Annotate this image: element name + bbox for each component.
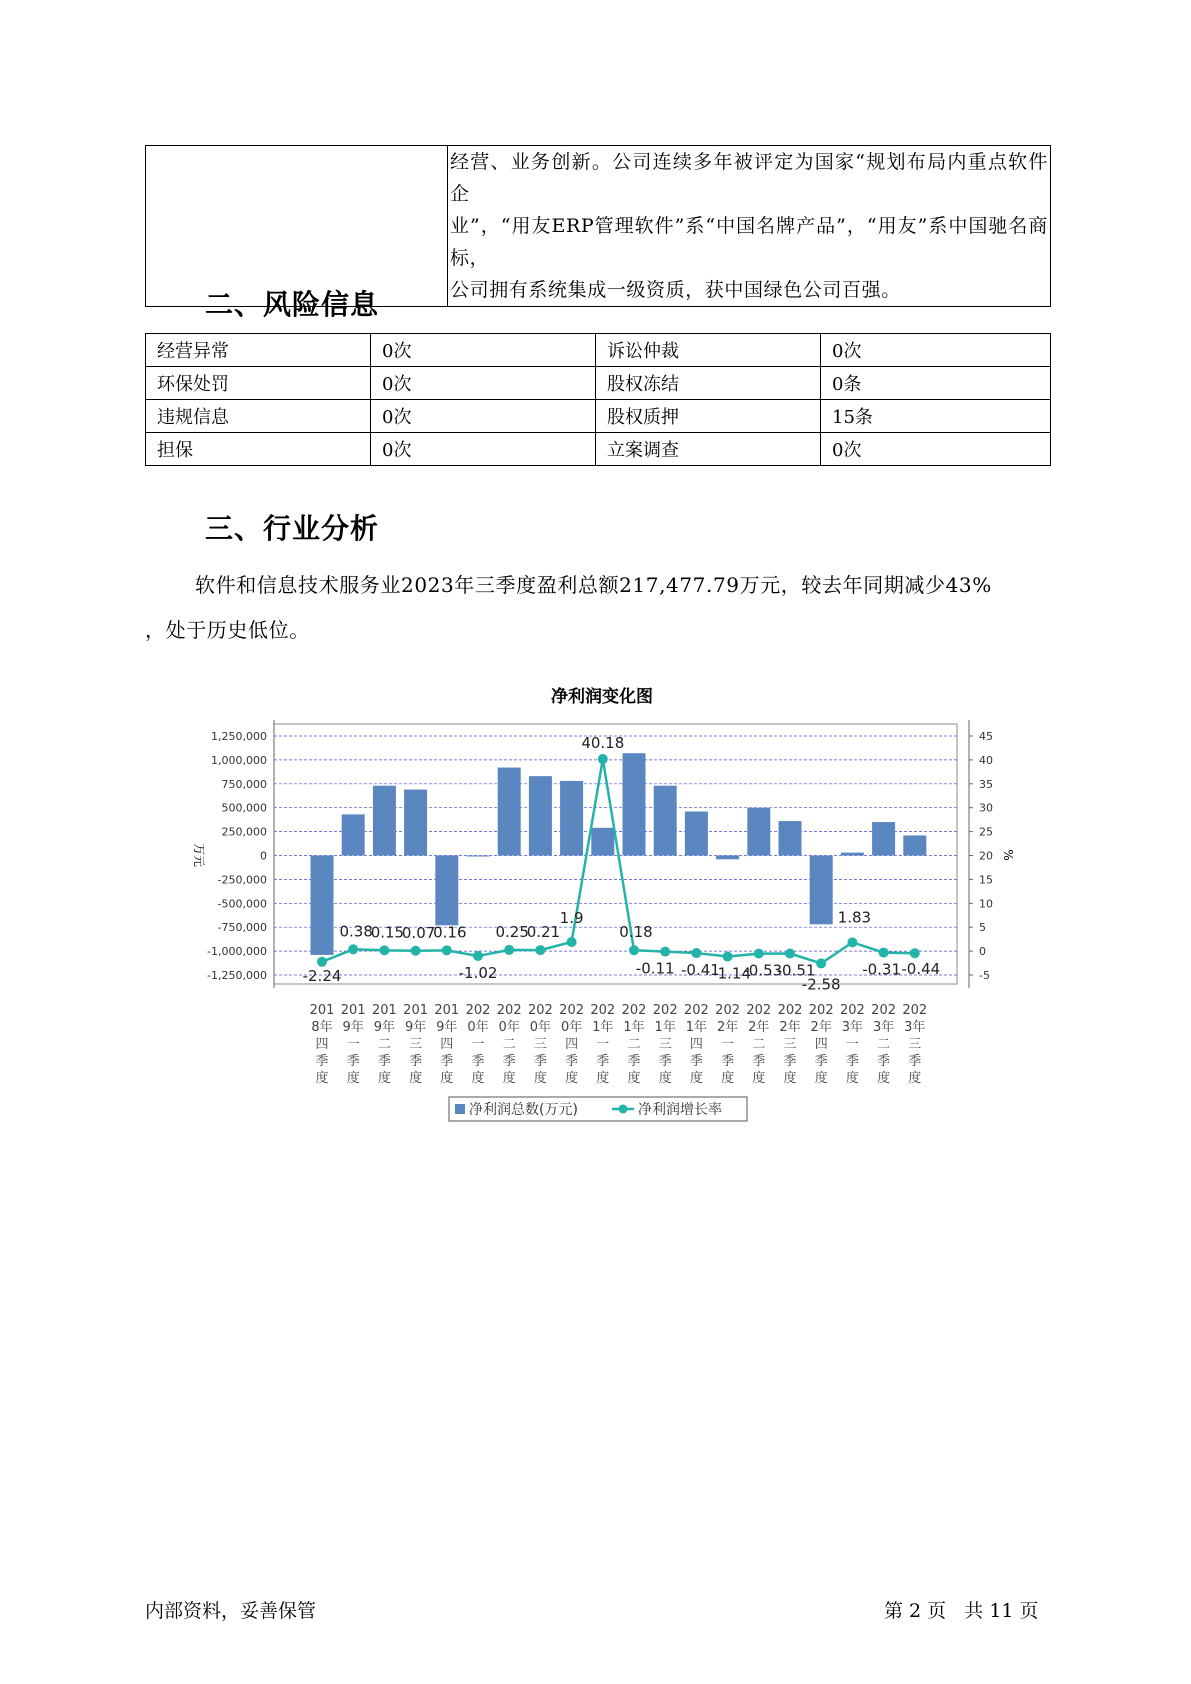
x-tick-label: 季: [565, 1054, 579, 1069]
x-tick-label: 四: [315, 1037, 329, 1052]
x-tick-label: 三: [908, 1037, 922, 1052]
growth-data-label: -2.24: [302, 966, 342, 985]
x-tick-label: 0年: [467, 1020, 489, 1035]
x-tick-label: 度: [502, 1071, 516, 1086]
bar: [716, 856, 739, 860]
x-tick-label: 3年: [841, 1020, 864, 1035]
bar: [467, 856, 490, 857]
growth-rate-point: [535, 945, 545, 955]
y-tick-label: -500,000: [217, 897, 267, 911]
growth-data-label: 1.9: [559, 909, 584, 928]
growth-data-label: -2.58: [801, 975, 841, 994]
x-tick-label: 2年: [810, 1020, 832, 1035]
x-tick-label: 三: [409, 1037, 423, 1052]
y-tick-label: 250,000: [221, 825, 267, 839]
x-tick-label: 2年: [716, 1020, 739, 1035]
y-tick-label: 1,000,000: [211, 753, 267, 767]
growth-data-label: -0.11: [635, 959, 675, 978]
risk-value: 15条: [821, 400, 1051, 433]
y-tick-label: 500,000: [221, 801, 267, 815]
x-tick-label: 季: [409, 1054, 423, 1069]
bar: [779, 821, 802, 855]
x-tick-label: 202: [559, 1003, 585, 1018]
growth-data-label: 0.25: [495, 922, 529, 941]
growth-rate-point: [910, 948, 920, 958]
growth-rate-point: [442, 945, 452, 955]
risk-heading: 二、风险信息: [205, 288, 380, 321]
y-tick-label: 1,250,000: [211, 730, 267, 743]
x-tick-label: 季: [845, 1054, 859, 1069]
growth-rate-point: [879, 948, 889, 958]
x-tick-label: 202: [621, 1003, 647, 1018]
footer-page-number: 第 2 页 共 11 页: [884, 1600, 1039, 1622]
y2-axis-label: %: [1001, 849, 1015, 861]
risk-label: 股权冻结: [596, 367, 821, 400]
x-tick-label: 季: [533, 1054, 547, 1069]
legend-bar-label: 净利润总数(万元): [469, 1102, 578, 1118]
y-tick-label: -750,000: [217, 921, 267, 935]
y2-tick-label: 20: [979, 849, 993, 863]
x-tick-label: 三: [658, 1037, 672, 1052]
risk-value: 0次: [371, 400, 596, 433]
x-tick-label: 1年: [654, 1020, 676, 1035]
growth-rate-point: [317, 957, 327, 967]
risk-value: 0条: [821, 367, 1051, 400]
growth-rate-point: [629, 945, 639, 955]
bar: [529, 776, 552, 855]
growth-data-label: 0.07: [401, 923, 436, 942]
x-tick-label: 二: [377, 1037, 391, 1052]
x-tick-label: 202: [683, 1003, 709, 1018]
x-tick-label: 二: [502, 1037, 516, 1052]
growth-rate-point: [754, 949, 764, 959]
risk-label: 担保: [146, 433, 371, 466]
x-tick-label: 201: [403, 1003, 429, 1018]
x-tick-label: 201: [340, 1003, 366, 1018]
x-tick-label: 四: [814, 1037, 828, 1052]
x-tick-label: 一: [471, 1037, 485, 1052]
y2-tick-label: 40: [979, 753, 993, 767]
x-tick-label: 202: [496, 1003, 522, 1018]
x-tick-label: 度: [346, 1071, 360, 1086]
y2-tick-label: 0: [979, 945, 986, 959]
y2-tick-label: 35: [979, 777, 993, 791]
x-tick-label: 季: [908, 1054, 922, 1069]
x-tick-label: 四: [565, 1037, 579, 1052]
growth-data-label: 0.18: [619, 923, 653, 942]
bar: [435, 856, 458, 926]
x-tick-label: 季: [752, 1054, 766, 1069]
risk-value: 0次: [821, 334, 1051, 367]
x-tick-label: 季: [377, 1054, 391, 1069]
risk-value: 0次: [821, 433, 1051, 466]
growth-data-label: -1.14: [712, 964, 752, 983]
bar: [623, 753, 646, 855]
growth-rate-point: [691, 948, 701, 958]
growth-data-label: 0.16: [433, 923, 467, 942]
y2-tick-label: 45: [979, 730, 993, 743]
y2-tick-label: 10: [979, 897, 993, 911]
x-tick-label: 9年: [342, 1020, 364, 1035]
growth-data-label: -0.51: [776, 961, 816, 980]
x-tick-label: 季: [627, 1054, 641, 1069]
growth-data-label: 40.18: [581, 734, 625, 753]
x-tick-label: 二: [627, 1037, 641, 1052]
bar: [311, 856, 334, 955]
bar: [685, 812, 708, 856]
x-tick-label: 2年: [779, 1020, 801, 1035]
x-tick-label: 季: [471, 1054, 485, 1069]
x-tick-label: 一: [346, 1037, 360, 1052]
x-tick-label: 季: [346, 1054, 360, 1069]
growth-data-label: 1.83: [837, 908, 872, 927]
x-tick-label: 季: [814, 1054, 828, 1069]
x-tick-label: 度: [845, 1071, 859, 1086]
business-text-line: 公司拥有系统集成一级资质，获中国绿色公司百强。: [450, 279, 901, 301]
x-tick-label: 度: [658, 1071, 672, 1086]
x-tick-label: 季: [315, 1054, 329, 1069]
risk-label: 立案调查: [596, 433, 821, 466]
x-tick-label: 季: [689, 1054, 703, 1069]
growth-rate-point: [567, 937, 577, 947]
growth-data-label: 0.21: [526, 923, 561, 942]
business-text-line: 经营、业务创新。公司连续多年被评定为国家“规划布局内重点软件企: [450, 151, 1048, 205]
x-tick-label: 0年: [498, 1020, 520, 1035]
risk-label: 违规信息: [146, 400, 371, 433]
risk-label: 环保处罚: [146, 367, 371, 400]
x-tick-label: 度: [721, 1071, 735, 1086]
x-tick-label: 三: [783, 1037, 797, 1052]
x-tick-label: 9年: [373, 1020, 396, 1035]
x-tick-label: 202: [777, 1003, 803, 1018]
x-tick-label: 度: [752, 1071, 766, 1086]
x-tick-label: 度: [689, 1071, 703, 1086]
x-tick-label: 季: [877, 1054, 891, 1069]
growth-rate-point: [816, 958, 826, 968]
x-tick-label: 季: [721, 1054, 735, 1069]
growth-data-label: -0.31: [862, 960, 902, 979]
legend-bar-swatch: [455, 1104, 465, 1114]
y2-tick-label: 30: [979, 801, 993, 815]
x-tick-label: 202: [839, 1003, 865, 1018]
growth-rate-point: [411, 946, 421, 956]
industry-heading: 三、行业分析: [205, 512, 380, 545]
y2-tick-label: 25: [979, 825, 993, 839]
growth-rate-point: [660, 947, 670, 957]
x-tick-label: 度: [409, 1071, 423, 1086]
x-tick-label: 度: [315, 1071, 329, 1086]
business-text-line: 业”，“用友ERP管理软件”系“中国名牌产品”，“用友”系中国驰名商标，: [450, 215, 1048, 269]
growth-data-label: 0.38: [339, 922, 373, 941]
x-tick-label: 二: [877, 1037, 891, 1052]
growth-data-label: -1.02: [458, 963, 498, 982]
bar: [903, 835, 926, 855]
x-tick-label: 1年: [685, 1020, 708, 1035]
x-tick-label: 9年: [404, 1020, 427, 1035]
growth-data-label: -0.44: [901, 960, 941, 979]
bar: [747, 808, 770, 856]
x-tick-label: 一: [721, 1037, 735, 1052]
x-tick-label: 季: [596, 1054, 610, 1069]
x-tick-label: 0年: [529, 1020, 552, 1035]
x-tick-label: 201: [309, 1003, 335, 1018]
x-tick-label: 季: [783, 1054, 797, 1069]
x-tick-label: 202: [871, 1003, 897, 1018]
risk-value: 0次: [371, 367, 596, 400]
chart-title: 净利润变化图: [551, 687, 653, 707]
x-tick-label: 201: [434, 1003, 460, 1018]
x-tick-label: 202: [652, 1003, 678, 1018]
x-tick-label: 202: [527, 1003, 553, 1018]
growth-rate-point: [723, 952, 733, 962]
industry-paragraph-line1: 软件和信息技术服务业2023年三季度盈利总额217,477.79万元，较去年同期减少43%: [195, 573, 992, 597]
x-tick-label: 季: [440, 1054, 454, 1069]
y2-tick-label: -5: [979, 969, 990, 982]
legend-line-marker: [619, 1105, 628, 1114]
bar: [872, 822, 895, 855]
x-tick-label: 三: [533, 1037, 547, 1052]
risk-value: 0次: [371, 334, 596, 367]
x-tick-label: 8年: [311, 1020, 333, 1035]
x-tick-label: 202: [465, 1003, 491, 1018]
x-tick-label: 1年: [592, 1020, 614, 1035]
bar: [560, 781, 583, 856]
x-tick-label: 度: [596, 1071, 610, 1086]
bar: [654, 786, 677, 856]
x-tick-label: 一: [845, 1037, 859, 1052]
x-tick-label: 9年: [436, 1020, 458, 1035]
x-tick-label: 二: [752, 1037, 766, 1052]
bar: [342, 814, 365, 855]
y-tick-label: -250,000: [217, 873, 267, 887]
x-tick-label: 201: [371, 1003, 397, 1018]
x-tick-label: 度: [377, 1071, 391, 1086]
x-tick-label: 202: [590, 1003, 616, 1018]
industry-paragraph-line2: ，处于历史低位。: [145, 618, 310, 642]
x-tick-label: 度: [533, 1071, 547, 1086]
x-tick-label: 度: [783, 1071, 797, 1086]
y2-tick-label: 5: [979, 921, 986, 935]
growth-rate-point: [598, 754, 608, 764]
growth-data-label: 0.15: [370, 923, 405, 942]
growth-data-label: -0.41: [680, 961, 720, 980]
bar: [404, 790, 427, 856]
x-tick-label: 四: [689, 1037, 703, 1052]
bar: [841, 853, 864, 856]
y2-tick-label: 15: [979, 873, 993, 887]
x-tick-label: 0年: [560, 1020, 583, 1035]
x-tick-label: 2年: [748, 1020, 770, 1035]
x-tick-label: 3年: [872, 1020, 895, 1035]
bar: [373, 786, 396, 856]
risk-value: 0次: [371, 433, 596, 466]
growth-rate-point: [473, 951, 483, 961]
growth-rate-point: [504, 945, 514, 955]
y-axis-label: 万元: [192, 842, 206, 868]
bar: [591, 828, 614, 856]
x-tick-label: 度: [627, 1071, 641, 1086]
bar: [498, 768, 521, 856]
x-tick-label: 度: [877, 1071, 891, 1086]
risk-label: 经营异常: [146, 334, 371, 367]
x-tick-label: 度: [814, 1071, 828, 1086]
y-tick-label: 0: [260, 849, 267, 863]
y-tick-label: 750,000: [221, 777, 267, 791]
x-tick-label: 一: [596, 1037, 610, 1052]
x-tick-label: 3年: [904, 1020, 926, 1035]
risk-label: 股权质押: [596, 400, 821, 433]
y-tick-label: -1,250,000: [207, 969, 267, 982]
x-tick-label: 季: [502, 1054, 516, 1069]
x-tick-label: 202: [746, 1003, 772, 1018]
legend-line-label: 净利润增长率: [638, 1102, 722, 1118]
x-tick-label: 202: [902, 1003, 928, 1018]
risk-label: 诉讼仲裁: [596, 334, 821, 367]
y-tick-label: -1,000,000: [207, 945, 267, 959]
x-tick-label: 度: [471, 1071, 485, 1086]
footer-confidential: 内部资料，妥善保管: [145, 1600, 317, 1622]
x-tick-label: 度: [440, 1071, 454, 1086]
growth-rate-point: [379, 945, 389, 955]
x-tick-label: 度: [565, 1071, 579, 1086]
x-tick-label: 度: [908, 1071, 922, 1086]
bar: [810, 856, 833, 925]
x-tick-label: 季: [658, 1054, 672, 1069]
growth-data-label: -0.53: [743, 961, 783, 980]
x-tick-label: 202: [808, 1003, 834, 1018]
growth-rate-point: [847, 937, 857, 947]
x-tick-label: 202: [715, 1003, 741, 1018]
x-tick-label: 四: [440, 1037, 454, 1052]
growth-rate-point: [785, 949, 795, 959]
growth-rate-point: [348, 944, 358, 954]
x-tick-label: 1年: [623, 1020, 645, 1035]
